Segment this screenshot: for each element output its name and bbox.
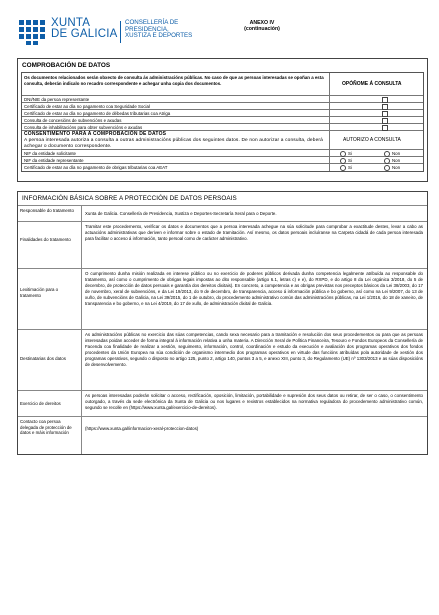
department-name: [125, 20, 192, 40]
verification-intro: Os documentos relacionados serán obxecto de consulta ás administracións públicas. No caso de que as persoas interesadas se opoñan a esta consulta, deberán indicalo no recadro correspondente e achegar unha copia dos documentos.: [24, 75, 324, 87]
protection-row: [18, 390, 427, 416]
oppose-row-label: DNI/NIE da persoa representante: [24, 97, 90, 102]
no-radio[interactable]: [384, 165, 390, 171]
annex-subtitle: (continuación): [244, 26, 280, 33]
protection-row-label: Responsable do tratamento: [20, 208, 74, 213]
no-label: Non: [392, 151, 401, 156]
dept-line-2: PRESIDENCIA,: [125, 25, 169, 33]
protection-row: [18, 416, 427, 454]
authorize-row-label: NIF da entidade representante: [24, 158, 84, 163]
annex-label: [227, 20, 297, 33]
authorize-row: [22, 164, 423, 171]
logo-line-2: DE GALICIA: [51, 28, 118, 40]
oppose-row: [22, 117, 423, 124]
protection-row-label: Finalidades do tratamento: [20, 237, 71, 242]
yes-label: Si: [348, 165, 352, 170]
oppose-row: [22, 103, 423, 110]
xunta-galicia-logo-icon: [17, 18, 47, 46]
dept-line-1: CONSELLERÍA DE: [125, 19, 179, 26]
protection-row-label: Lexitimación para o tratamento: [20, 287, 59, 298]
authorize-header: AUTORIZO A CONSULTA: [343, 137, 401, 143]
protection-row-text: O cumprimento dunha misión realizada en interese público ou no exercicio de poderes públicos derivada dunha competencia legalmente atribuída ao responsable do tratamento, así como o cumprimento de obrigas legais impostas ao dito responsable (artigo 6.1, letras c) e e), do RXPD, e do artigo 8 da Lei orgánica 3/2018, do 5 de decembro, de protección de datos persoais e garantía dos dereitos dixitais). En concreto, a competencia e as obrigas previstas nos preceptos básicos da Lei 38/2003, do 17 de novembro, xeral de subvencións, e da Lei 19/2013, do 9 de decembro, de transparencia, acceso á información pública e bo goberno, así como na Lei 9/2007, do 13 de xuño, de subvencións de Galicia, na Lei 39/2015, do 1 de outubro, do procedemento administrativo común das administracións públicas, na Lei 1/2016, do 18 de xaneiro, de transparencia e bo goberno, e na Lei 4/2019, do 17 de xullo, de administración dixital de Galicia.: [85, 271, 423, 306]
protection-row-label: Destinatarias dos datos: [20, 356, 66, 361]
protection-row-text: As persoas interesadas poderán solicitar o acceso, rectificación, oposición, limitación, portabilidade e supresión dos seus datos ou retirar, de ser o caso, o consentimento outorgado, a través da sede electrónica da Xunta de Galicia ou nos lugares e rexistros establecidos na normativa reguladora do procedemento administrativo común, segundo se recolle en (https://www.xunta.gal/exercicio-de-dereitos).: [85, 393, 423, 410]
authorize-row: [22, 150, 423, 157]
oppose-row-label: Consulta de concesións de subvencións e axudas: [24, 118, 122, 123]
authorize-row-label: NIF da entidade solicitante: [24, 151, 76, 156]
protection-row: [18, 221, 427, 268]
dept-line-3: XUSTIZA E DEPORTES: [125, 32, 193, 40]
document-header: [17, 18, 427, 54]
oppose-row: [22, 110, 423, 117]
protection-row-text: Xunta de Galicia. Consellería de Presidencia, Xustiza e Deportes-Secretaría Xeral para o Deporte.: [85, 211, 277, 216]
protection-row: [18, 329, 427, 390]
yes-label: Si: [348, 151, 352, 156]
no-label: Non: [392, 165, 401, 170]
logo-wordmark: [51, 18, 118, 40]
protection-row-label: Exercicio de dereitos: [20, 401, 61, 406]
consent-title: CONSENTIMENTO PARA A COMPROBACIÓN DE DATOS: [24, 131, 167, 137]
data-verification-section: [17, 58, 428, 182]
consent-header-row: [22, 131, 423, 150]
section-title: COMPROBACIÓN DE DATOS: [22, 62, 111, 69]
consent-text: A persoa interesada autoriza a consulta a outras administracións públicas dos seguintes datos. De non autorizar a consulta, deberá achegar o documento correspondente.: [24, 138, 323, 149]
no-label: Non: [392, 158, 401, 163]
protection-row-label: Contacto coa persoa delegada de protección de datos e máis información: [20, 419, 72, 436]
oppose-row-label: Certificado de estar ao día no pagamento de débedas tributarias coa Atriga: [24, 111, 171, 116]
section-title: INFORMACIÓN BÁSICA SOBRE A PROTECCIÓN DE DATOS PERSOAIS: [22, 195, 237, 202]
oppose-row-label: Consulta de inhabilitacións para obter subvencións e axudas: [24, 125, 143, 130]
verification-table: [21, 72, 424, 172]
authorize-row-label: Certificado de estar ao día no pagamento de obrigas tributarias coa AEAT: [24, 165, 168, 170]
logo-line-1: XUNTA: [51, 17, 91, 29]
oppose-row-label: Certificado de estar ao día no pagamento coa Seguridade Social: [24, 104, 150, 109]
protection-row: [18, 268, 427, 329]
yes-radio[interactable]: [340, 165, 346, 171]
protection-row-text: Tramitar este procedemento, verificar os datos e documentos que a persoa interesada achegue na súa solicitude para comprobar a exactitude destes, levar a cabo as actuacións administrativas que deriven e informar sobre o estado de tramitación. Así mesmo, os datos persoais incluíranse na Carpeta cidadá de cada persoa interesada para facilitar o acceso á información, tanto persoal como de carácter administrativo.: [85, 224, 423, 241]
data-protection-section: [17, 191, 428, 455]
protection-row: [18, 205, 427, 221]
oppose-header-row: [22, 73, 423, 96]
oppose-row: [22, 96, 423, 103]
protection-row-text: (https://www.xunta.gal/informacion-xeral-proteccion-datos): [85, 426, 199, 431]
oppose-header: OPÓÑOME Á CONSULTA: [342, 81, 402, 87]
protection-row-text: As administracións públicas no exercicio das súas competencias, cando sexa necesario para a tramitación e resolución dos seus procedementos ou para que as persoas interesadas poidan acceder de forma integral á información relativa a unha materia. A Dirección Xeral de Política Financeira, Tesouro e Fondos Europeos da Consellería de Facenda coa finalidade de realizar a xestión, seguimento, información, control, coordinación e estudo da execución e avaliación dos programas operativos dos fondos procedentes da Unión Europea na súa condición de organismo intermedio dos programas operativos en virtude das funcións atribuídas pola autoridade de xestión dos programas operativos, segundo o disposto no artigo 125, punto 2, artigo 140, puntos 3 a 5, e anexo XIII, punto 3, do Regulamento (UE) nº 1303/2013 e as súas disposicións de desenvolvemento.: [85, 332, 423, 367]
annex-title: ANEXO IV: [249, 20, 275, 26]
authorize-row: [22, 157, 423, 164]
oppose-row: [22, 124, 423, 131]
yes-label: Si: [348, 158, 352, 163]
logo-divider: [120, 21, 121, 43]
